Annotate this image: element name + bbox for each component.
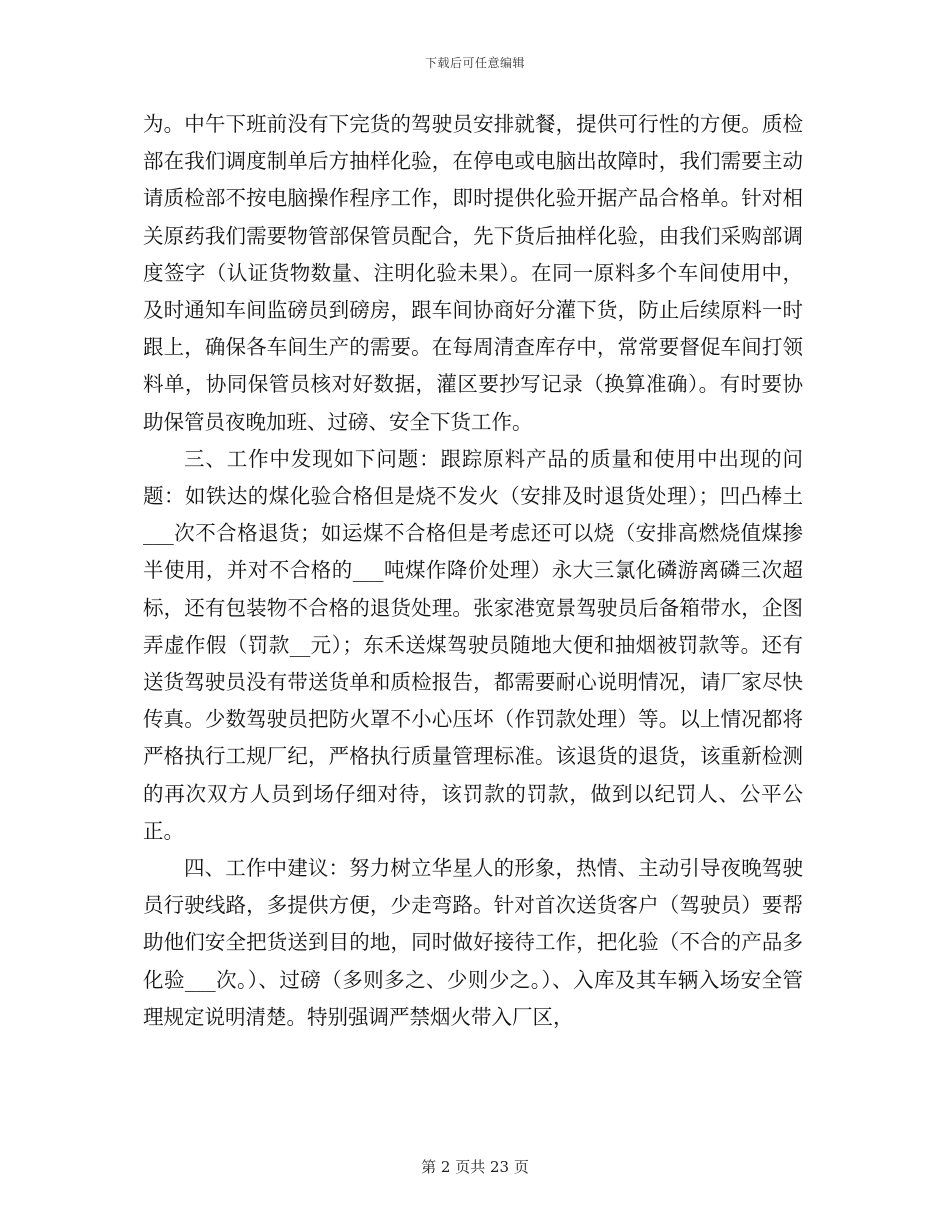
paragraph-continuation: 为。中午下班前没有下完货的驾驶员安排就餐，提供可行性的方便。质检部在我们调度制单后方抽样化验，在停电或电脑出故障时，我们需要主动请质检部不按电脑操作程序工作，即时提供化验开据产品合格单。针对相关原药我们需要物管部保管员配合，先下货后抽样化验，由我们采购部调度签字（认证货物数量、注明化验未果）。在同一原料多个车间使用中，及时通知车间监磅员到磅房，跟车间协商好分灌下货，防止后续原料一时跟上，确保各车间生产的需要。在每周清查库存中，常常要督促车间打领料单，协同保管员核对好数据，灌区要抄写记录（换算准确）。有时要协助保管员夜晚加班、过磅、安全下货工作。 bbox=[143, 112, 803, 434]
paragraph-suggestions: 四、工作中建议：努力树立华星人的形象，热情、主动引导夜晚驾驶员行驶线路，多提供方便，少走弯路。针对首次送货客户（驾驶员）要帮助他们安全把货送到目的地，同时做好接待工作，把化验（不合的产品多化验___次。）、过磅（多则多之、少则少之。）、入库及其车辆入场安全管理规定说明清楚。特别强调严禁烟火带入厂区， bbox=[143, 856, 803, 1029]
paragraph-problems: 三、工作中发现如下问题：跟踪原料产品的质量和使用中出现的问题：如铁达的煤化验合格但是烧不发火（安排及时退货处理）；凹凸棒土___次不合格退货；如运煤不合格但是考虑还可以烧（安排高燃烧值煤掺半使用，并对不合格的___吨煤作降价处理）永大三氯化磷游离磷三次超标，还有包装物不合格的退货处理。张家港宽景驾驶员后备箱带水，企图弄虚作假（罚款__元）；东禾送煤驾驶员随地大便和抽烟被罚款等。还有送货驾驶员没有带送货单和质检报告，都需要耐心说明情况，请厂家尽快传真。少数驾驶员把防火罩不小心压坏（作罚款处理）等。以上情况都将严格执行工规厂纪，严格执行质量管理标准。该退货的退货，该重新检测的再次双方人员到场仔细对待，该罚款的罚款，做到以纪罚人、公平公正。 bbox=[143, 446, 803, 843]
page-header: 下载后可任意编辑 bbox=[424, 56, 525, 70]
page-number-footer: 第 2 页共 23 页 bbox=[421, 1158, 529, 1176]
document-body bbox=[143, 106, 803, 1036]
